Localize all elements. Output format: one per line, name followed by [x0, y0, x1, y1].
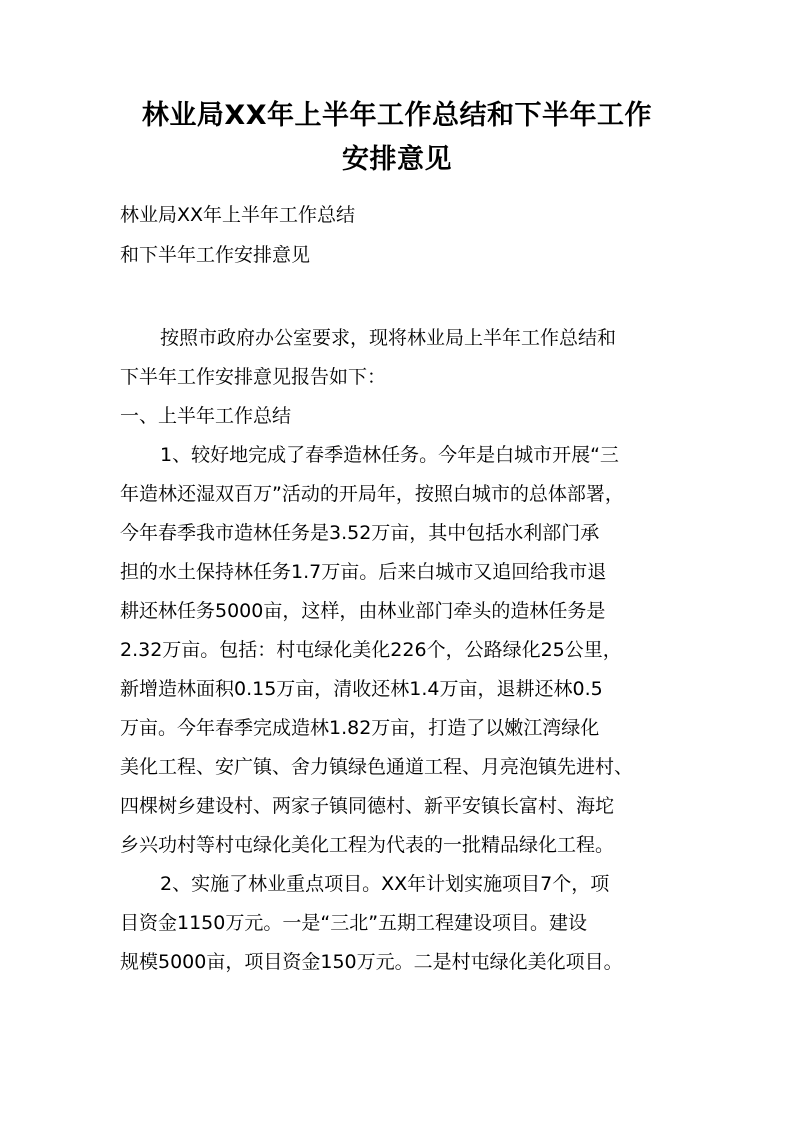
body-line: 下半年工作安排意见报告如下： — [120, 366, 387, 388]
title-line-2: 安排意见 — [342, 144, 452, 175]
body-line: 耕还林任务5000亩，这样，由林业部门牵头的造林任务是 — [120, 600, 606, 622]
body-line: 2、实施了林业重点项目。XX年计划实施项目7个，项 — [160, 873, 610, 895]
subtitle-line-2: 和下半年工作安排意见 — [120, 244, 311, 266]
body-line: 万亩。今年春季完成造林1.82万亩，打造了以嫩江湾绿化 — [120, 717, 600, 739]
body-line: 新增造林面积0.15万亩，清收还林1.4万亩，退耕还林0.5 — [120, 678, 603, 700]
body-line: 年造林还湿双百万”活动的开局年，按照白城市的总体部署， — [120, 483, 624, 505]
document-body — [120, 326, 680, 989]
body-line: 今年春季我市造林任务是3.52万亩，其中包括水利部门承 — [120, 522, 600, 544]
body-line: 美化工程、安广镇、舍力镇绿色通道工程、月亮泡镇先进村、 — [120, 756, 634, 778]
body-line: 担的水土保持林任务1.7万亩。后来白城市又追回给我市退 — [120, 561, 607, 583]
body-line: 2.32万亩。包括：村屯绿化美化226个，公路绿化25公里， — [120, 639, 622, 661]
body-line: 按照市政府办公室要求，现将林业局上半年工作总结和 — [160, 327, 617, 349]
body-line: 乡兴功村等村屯绿化美化工程为代表的一批精品绿化工程。 — [120, 834, 615, 856]
body-line: 目资金1150万元。一是“三北”五期工程建设项目。建设 — [120, 912, 588, 934]
subtitle-line-1: 林业局XX年上半年工作总结 — [120, 204, 356, 226]
body-line: 四棵树乡建设村、两家子镇同德村、新平安镇长富村、海坨 — [120, 795, 615, 817]
section-heading: 一、上半年工作总结 — [120, 405, 292, 427]
body-line: 规模5000亩，项目资金150万元。二是村屯绿化美化项目。 — [120, 951, 623, 973]
title-line-1: 林业局XX年上半年工作总结和下半年工作 — [141, 100, 653, 131]
body-line: 1、较好地完成了春季造林任务。今年是白城市开展“三 — [160, 444, 619, 466]
document-title — [100, 94, 694, 182]
